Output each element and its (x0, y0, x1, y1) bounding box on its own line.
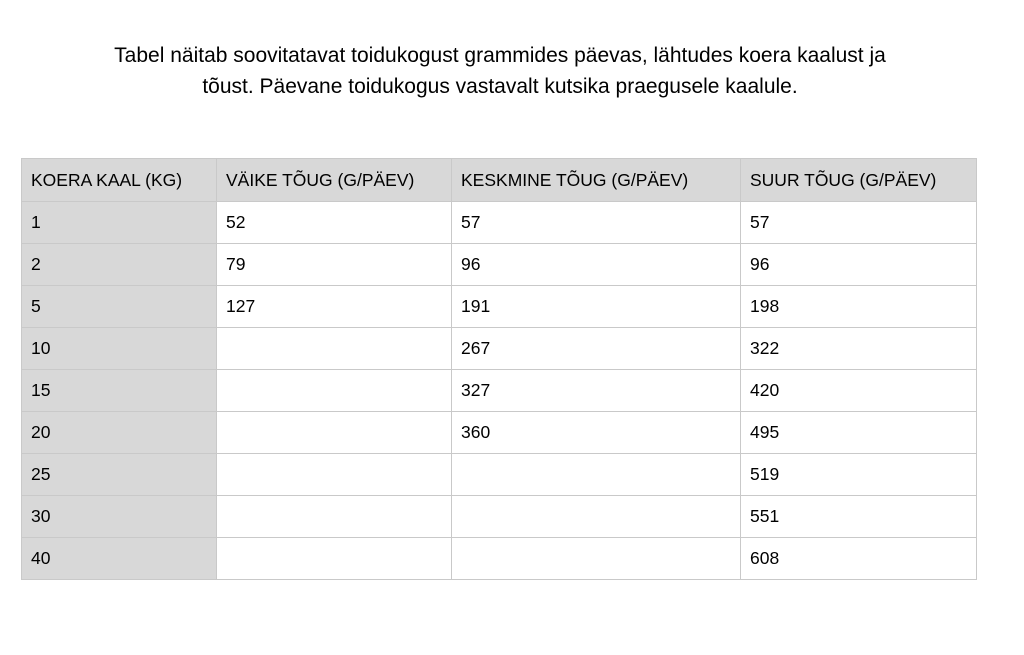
table-row (22, 538, 977, 580)
caption-line-1: Tabel näitab soovitatavat toidukogust grammides päevas, lähtudes koera kaalust ja (114, 44, 886, 67)
caption-line-2: tõust. Päevane toidukogus vastavalt kutsika praegusele kaalule. (202, 75, 798, 98)
header-dog-weight: KOERA KAAL (KG) (22, 159, 217, 202)
weight-cell: 10 (22, 328, 217, 370)
table-row (22, 244, 977, 286)
header-small-breed: VÄIKE TÕUG (G/PÄEV) (217, 159, 452, 202)
weight-cell: 5 (22, 286, 217, 328)
small-breed-cell: 127 (217, 286, 452, 328)
medium-breed-cell: 57 (452, 202, 741, 244)
small-breed-cell (217, 538, 452, 580)
table-row (22, 496, 977, 538)
medium-breed-cell: 267 (452, 328, 741, 370)
weight-cell: 40 (22, 538, 217, 580)
large-breed-cell: 57 (741, 202, 977, 244)
large-breed-cell: 198 (741, 286, 977, 328)
large-breed-cell: 551 (741, 496, 977, 538)
table-row (22, 328, 977, 370)
large-breed-cell: 322 (741, 328, 977, 370)
medium-breed-cell: 191 (452, 286, 741, 328)
weight-cell: 30 (22, 496, 217, 538)
header-medium-breed: KESKMINE TÕUG (G/PÄEV) (452, 159, 741, 202)
small-breed-cell (217, 328, 452, 370)
table-row (22, 202, 977, 244)
table-row (22, 412, 977, 454)
medium-breed-cell (452, 496, 741, 538)
medium-breed-cell (452, 538, 741, 580)
large-breed-cell: 420 (741, 370, 977, 412)
table-caption (0, 40, 1000, 102)
weight-cell: 15 (22, 370, 217, 412)
medium-breed-cell: 327 (452, 370, 741, 412)
header-large-breed: SUUR TÕUG (G/PÄEV) (741, 159, 977, 202)
large-breed-cell: 96 (741, 244, 977, 286)
small-breed-cell (217, 496, 452, 538)
weight-cell: 2 (22, 244, 217, 286)
large-breed-cell: 608 (741, 538, 977, 580)
small-breed-cell (217, 412, 452, 454)
weight-cell: 1 (22, 202, 217, 244)
small-breed-cell (217, 454, 452, 496)
table-row (22, 370, 977, 412)
medium-breed-cell: 96 (452, 244, 741, 286)
medium-breed-cell (452, 454, 741, 496)
food-amount-table (21, 158, 977, 580)
table-header-row (22, 159, 977, 202)
large-breed-cell: 495 (741, 412, 977, 454)
small-breed-cell: 52 (217, 202, 452, 244)
weight-cell: 20 (22, 412, 217, 454)
medium-breed-cell: 360 (452, 412, 741, 454)
small-breed-cell (217, 370, 452, 412)
table-row (22, 286, 977, 328)
small-breed-cell: 79 (217, 244, 452, 286)
large-breed-cell: 519 (741, 454, 977, 496)
table-row (22, 454, 977, 496)
weight-cell: 25 (22, 454, 217, 496)
